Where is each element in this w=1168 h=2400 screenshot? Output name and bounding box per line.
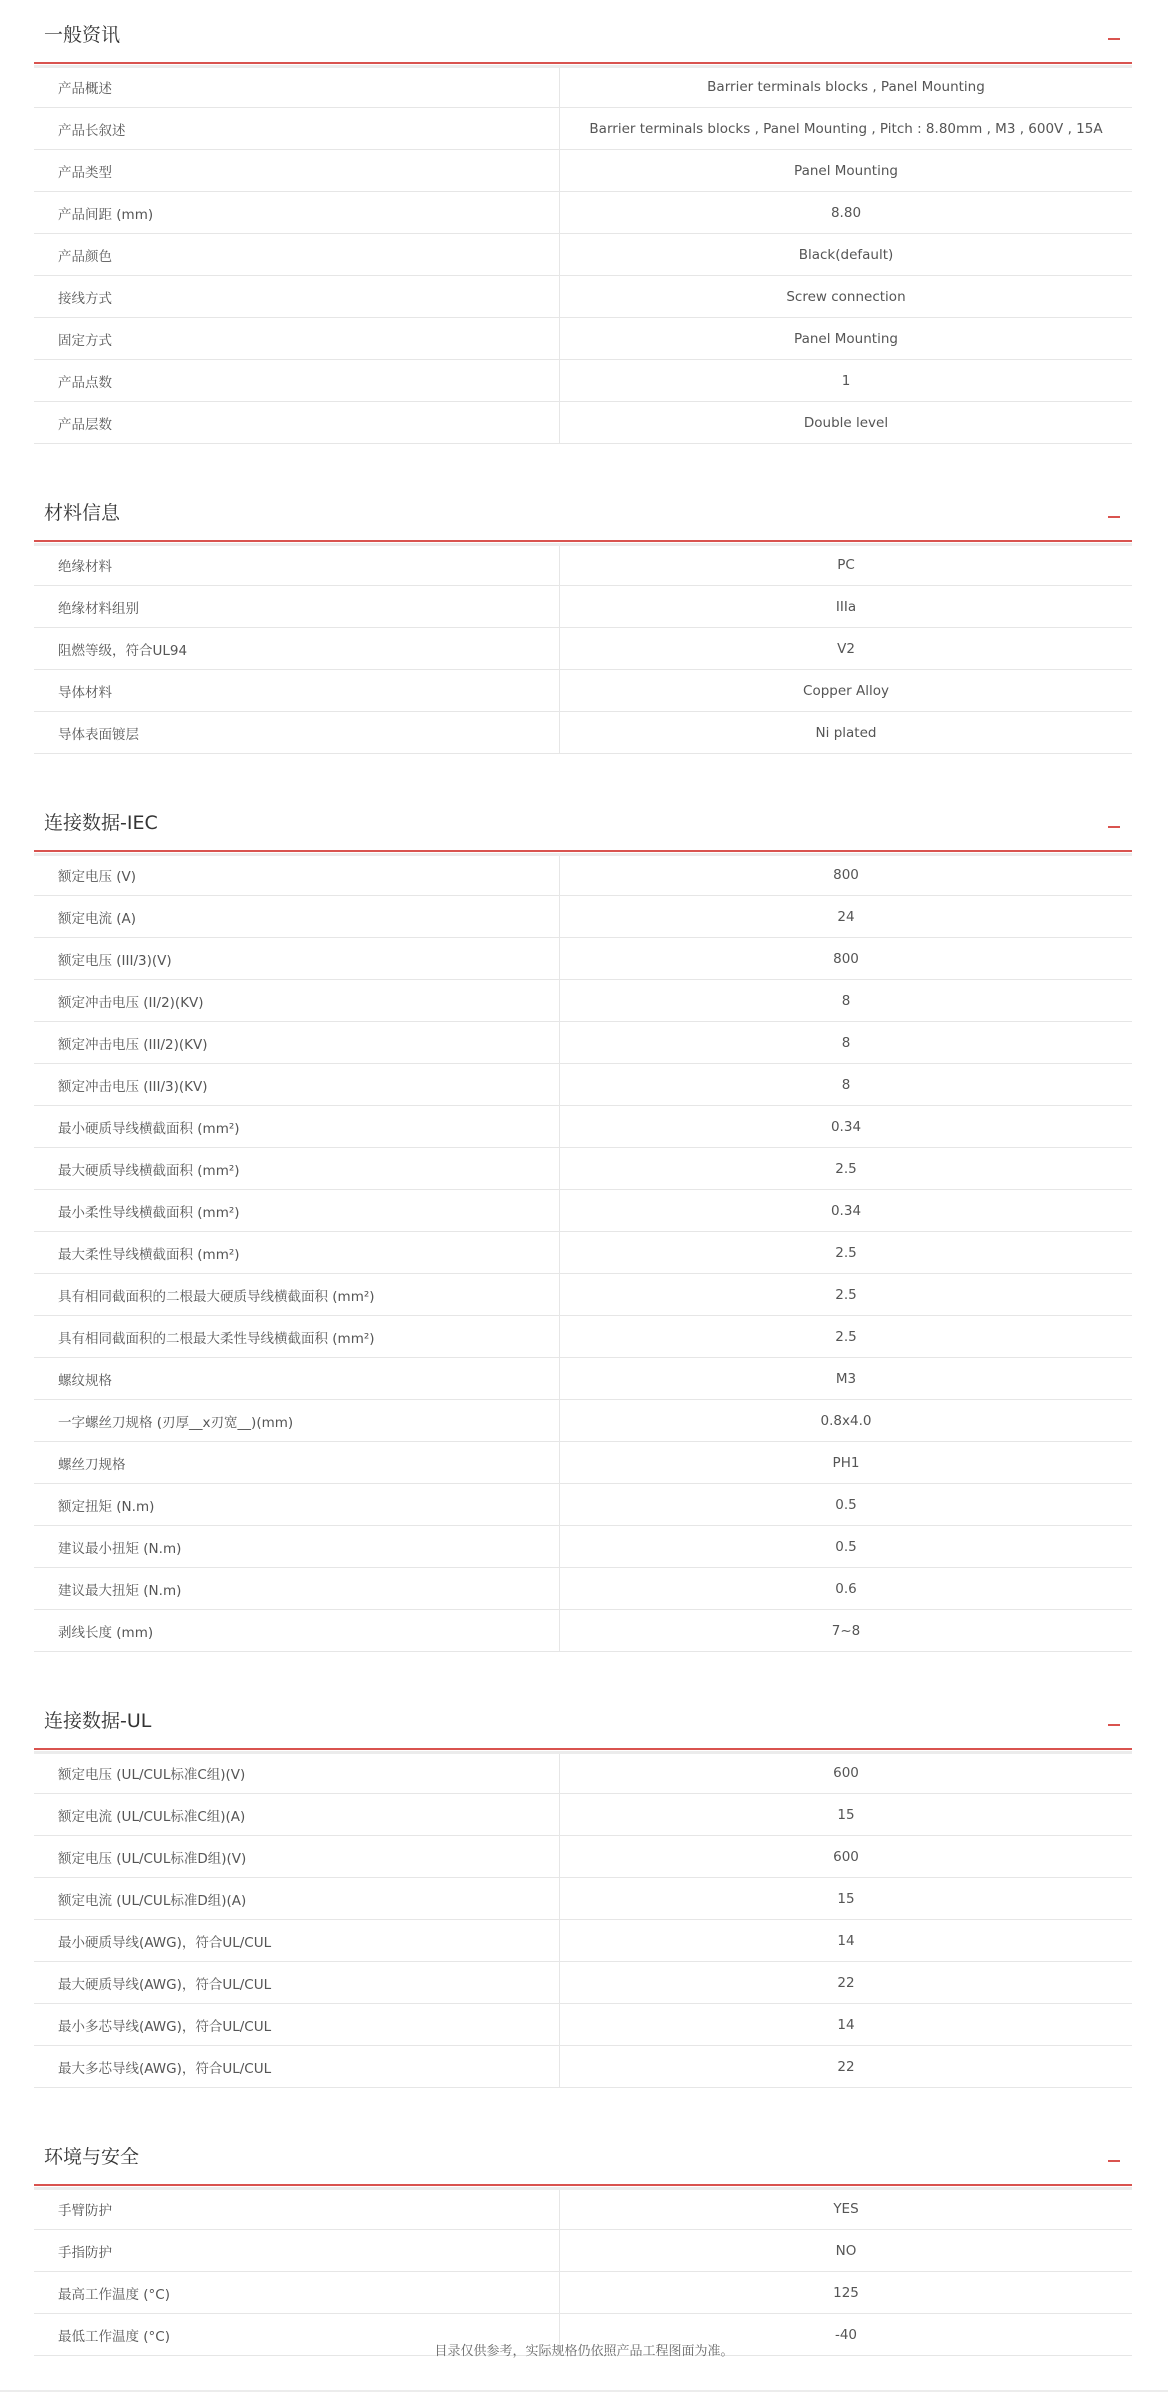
table-row [34,1274,1132,1316]
spec-label: 建议最大扭矩 (N.m) [34,1568,560,1609]
table-row [34,2230,1132,2272]
spec-label: 最小多芯导线(AWG)，符合UL/CUL [34,2004,560,2045]
spec-value: YES [833,2200,859,2217]
spec-table [34,2188,1132,2356]
table-row [34,150,1132,192]
collapse-minus-icon[interactable] [1108,38,1120,40]
section-header[interactable] [34,788,1132,852]
spec-label: 最小硬质导线横截面积 (mm²) [34,1106,560,1147]
spec-label: 螺丝刀规格 [34,1442,560,1483]
spec-label: 导体材料 [34,670,560,711]
section-header[interactable] [34,478,1132,542]
table-row [34,1106,1132,1148]
spec-value: M3 [835,1370,857,1387]
section-general-info [34,0,1132,444]
spec-label: 产品点数 [34,360,560,401]
spec-label: 额定电压 (III/3)(V) [34,938,560,979]
spec-value: 0.34 [830,1202,862,1219]
section-title: 环境与安全 [44,2146,140,2168]
spec-label: 产品类型 [34,150,560,191]
table-row [34,1962,1132,2004]
table-row [34,628,1132,670]
collapse-minus-icon[interactable] [1108,826,1120,828]
footer-disclaimer: 目录仅供参考，实际规格仍依照产品工程图面为准。 [434,2344,734,2359]
spec-label: 最大多芯导线(AWG)，符合UL/CUL [34,2046,560,2087]
spec-value: Ni plated [815,724,877,741]
table-row [34,1878,1132,1920]
spec-value: 2.5 [835,1160,857,1177]
table-row [34,896,1132,938]
spec-label: 最大硬质导线横截面积 (mm²) [34,1148,560,1189]
section-material-info [34,478,1132,754]
spec-value: 14 [837,2016,855,2033]
spec-label: 额定冲击电压 (II/2)(KV) [34,980,560,1021]
collapse-minus-icon[interactable] [1108,516,1120,518]
section-title: 连接数据-IEC [44,812,158,834]
spec-value: 0.5 [835,1496,857,1513]
spec-label: 阻燃等级，符合UL94 [34,628,560,669]
spec-table [34,1752,1132,2088]
table-row [34,1484,1132,1526]
spec-value: 22 [837,2058,855,2075]
spec-label: 手臂防护 [34,2188,560,2229]
spec-label: 具有相同截面积的二根最大硬质导线横截面积 (mm²) [34,1274,560,1315]
collapse-minus-icon[interactable] [1108,2160,1120,2162]
spec-value: NO [835,2242,857,2259]
table-row [34,276,1132,318]
spec-label: 一字螺丝刀规格 (刃厚__x刃宽__)(mm) [34,1400,560,1441]
spec-table [34,854,1132,1652]
table-row [34,712,1132,754]
spec-value: V2 [837,640,855,657]
footer-divider [0,2390,1168,2392]
table-row [34,360,1132,402]
spec-value: 600 [833,1764,859,1781]
spec-value: 8 [841,992,851,1009]
table-row [34,938,1132,980]
spec-page [34,0,1132,2356]
collapse-minus-icon[interactable] [1108,1724,1120,1726]
table-row [34,1610,1132,1652]
spec-label: 额定电流 (UL/CUL标准D组)(A) [34,1878,560,1919]
spec-label: 额定电压 (UL/CUL标准D组)(V) [34,1836,560,1877]
spec-label: 产品概述 [34,66,560,107]
table-row [34,1316,1132,1358]
spec-value: 24 [837,908,855,925]
spec-label: 额定冲击电压 (III/3)(KV) [34,1064,560,1105]
spec-label: 最大柔性导线横截面积 (mm²) [34,1232,560,1273]
spec-table [34,544,1132,754]
spec-table [34,66,1132,444]
spec-value: 14 [837,1932,855,1949]
table-row [34,1064,1132,1106]
table-row [34,854,1132,896]
spec-label: 绝缘材料组别 [34,586,560,627]
table-row [34,670,1132,712]
spec-value: 2.5 [835,1244,857,1261]
section-title: 材料信息 [44,502,121,524]
spec-value: 7~8 [831,1622,861,1639]
spec-label: 接线方式 [34,276,560,317]
table-row [34,2004,1132,2046]
spec-label: 剥线长度 (mm) [34,1610,560,1651]
table-row [34,402,1132,444]
spec-value: 800 [833,950,859,967]
spec-label: 具有相同截面积的二根最大柔性导线横截面积 (mm²) [34,1316,560,1357]
spec-value: PH1 [832,1454,860,1471]
spec-value: 2.5 [835,1286,857,1303]
section-connection-ul [34,1686,1132,2088]
spec-label: 额定电压 (UL/CUL标准C组)(V) [34,1752,560,1793]
spec-label: 手指防护 [34,2230,560,2271]
spec-value: 8 [841,1076,851,1093]
table-row [34,66,1132,108]
table-row [34,1442,1132,1484]
spec-value: 0.5 [835,1538,857,1555]
table-row [34,1568,1132,1610]
spec-value: 8 [841,1034,851,1051]
table-row [34,1148,1132,1190]
spec-label: 产品层数 [34,402,560,443]
spec-label: 最低工作温度 (°C) [34,2314,560,2355]
table-row [34,2272,1132,2314]
table-row [34,544,1132,586]
spec-value: 0.8x4.0 [820,1412,872,1429]
spec-value: 8.80 [830,204,862,221]
spec-label: 额定电压 (V) [34,854,560,895]
spec-label: 最高工作温度 (°C) [34,2272,560,2313]
spec-label: 建议最小扭矩 (N.m) [34,1526,560,1567]
table-row [34,1400,1132,1442]
spec-value: 15 [837,1806,855,1823]
spec-label: 产品长叙述 [34,108,560,149]
spec-value: 125 [833,2284,859,2301]
section-header[interactable] [34,0,1132,64]
spec-label: 产品间距 (mm) [34,192,560,233]
section-environment-safety [34,2122,1132,2356]
spec-value: Panel Mounting [794,330,898,347]
spec-label: 导体表面镀层 [34,712,560,753]
section-title: 一般资讯 [44,24,121,46]
spec-value: IIIa [835,598,857,615]
spec-label: 额定扭矩 (N.m) [34,1484,560,1525]
table-row [34,1022,1132,1064]
spec-label: 固定方式 [34,318,560,359]
table-row [34,980,1132,1022]
table-row [34,318,1132,360]
spec-value: 22 [837,1974,855,1991]
spec-value: Panel Mounting [794,162,898,179]
spec-value: 15 [837,1890,855,1907]
spec-label: 最小柔性导线横截面积 (mm²) [34,1190,560,1231]
spec-value: 800 [833,866,859,883]
section-header[interactable] [34,2122,1132,2186]
table-row [34,1836,1132,1878]
table-row [34,234,1132,276]
spec-label: 绝缘材料 [34,544,560,585]
spec-value: Screw connection [786,288,906,305]
table-row [34,2046,1132,2088]
section-connection-iec [34,788,1132,1652]
spec-value: Double level [803,414,889,431]
spec-value: Copper Alloy [803,682,889,699]
table-row [34,586,1132,628]
table-row [34,1752,1132,1794]
table-row [34,108,1132,150]
spec-label: 产品颜色 [34,234,560,275]
table-row [34,1358,1132,1400]
spec-label: 额定电流 (UL/CUL标准C组)(A) [34,1794,560,1835]
spec-value: 600 [833,1848,859,1865]
table-row [34,1190,1132,1232]
table-row [34,1920,1132,1962]
spec-value: 1 [841,372,851,389]
spec-value: 0.6 [835,1580,857,1597]
spec-label: 最大硬质导线(AWG)，符合UL/CUL [34,1962,560,2003]
spec-label: 最小硬质导线(AWG)，符合UL/CUL [34,1920,560,1961]
spec-value: 2.5 [835,1328,857,1345]
table-row [34,1526,1132,1568]
table-row [34,2188,1132,2230]
spec-label: 额定冲击电压 (III/2)(KV) [34,1022,560,1063]
spec-value: 0.34 [830,1118,862,1135]
spec-value: -40 [834,2326,858,2343]
spec-value: PC [837,556,855,573]
section-title: 连接数据-UL [44,1710,152,1732]
spec-label: 额定电流 (A) [34,896,560,937]
section-header[interactable] [34,1686,1132,1750]
table-row [34,1232,1132,1274]
table-row [34,1794,1132,1836]
spec-value: Barrier terminals blocks , Panel Mounting [707,78,985,95]
table-row [34,192,1132,234]
spec-label: 螺纹规格 [34,1358,560,1399]
spec-value: Black(default) [798,246,894,263]
spec-value: Barrier terminals blocks , Panel Mounting , Pitch : 8.80mm , M3 , 600V , 15A [589,120,1103,137]
